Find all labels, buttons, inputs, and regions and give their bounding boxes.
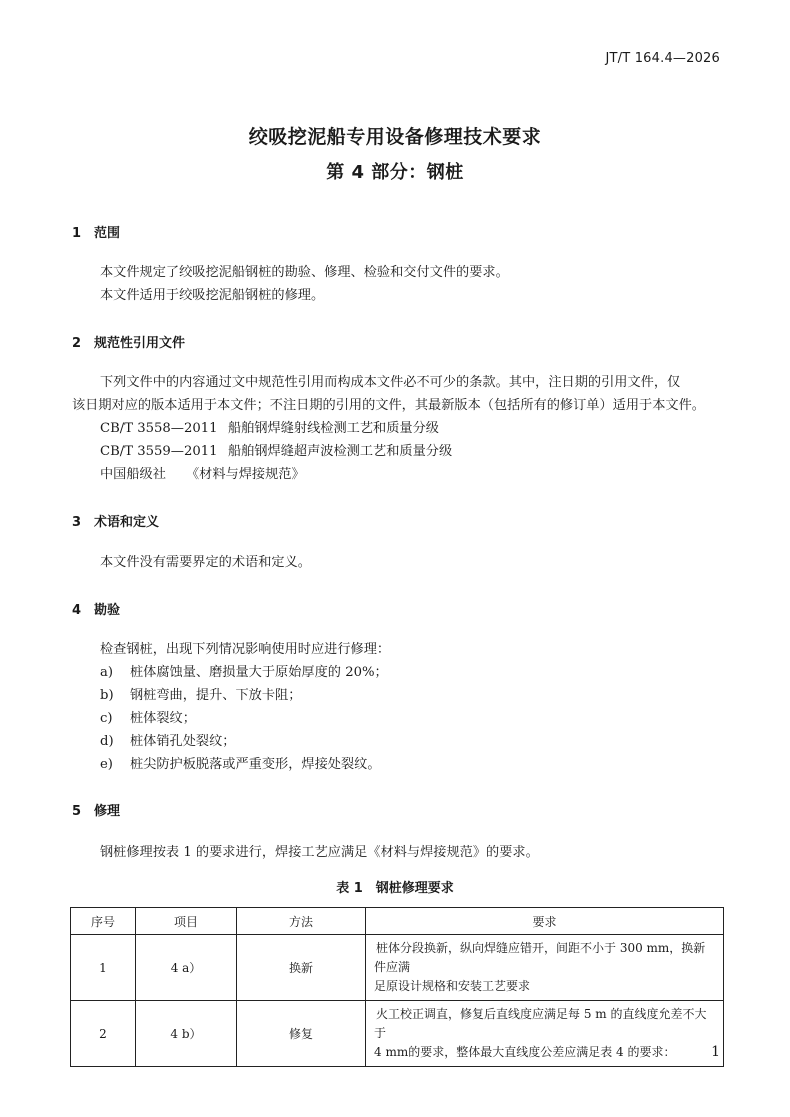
section-title: 范围: [94, 226, 121, 241]
section-heading-3: [72, 511, 159, 530]
reference-item: [100, 419, 439, 439]
requirement-line: 火工校正调直，修复后直线度应满足每 5 m 的直线度允差不大于: [374, 1007, 707, 1040]
column-header: 方法: [237, 908, 366, 935]
list-text: 桩体裂纹；: [130, 711, 196, 726]
section-title: 勘验: [94, 603, 121, 618]
cell-requirement: [366, 935, 724, 1001]
cell-no: 2: [71, 1001, 136, 1067]
list-item: [100, 755, 381, 775]
section-title: 规范性引用文件: [94, 336, 186, 351]
cell-requirement: [366, 1001, 724, 1067]
paragraph: 本文件没有需要界定的术语和定义。: [100, 555, 311, 570]
section-heading-4: [72, 599, 120, 618]
list-item: [100, 686, 301, 706]
column-header: 序号: [71, 908, 136, 935]
list-label: c): [100, 711, 113, 726]
table-row: [71, 935, 724, 1001]
reference-code: 中国船级社: [100, 467, 166, 482]
reference-name: 《材料与焊接规范》: [186, 467, 305, 482]
list-item: [100, 709, 196, 729]
cell-method: 换新: [237, 935, 366, 1001]
reference-item: [100, 465, 305, 485]
list-text: 桩体腐蚀量、磨损量大于原始厚度的 20%；: [130, 665, 388, 680]
list-label: d): [100, 734, 114, 749]
cell-method: 修复: [237, 1001, 366, 1067]
page-number: 1: [711, 1044, 720, 1060]
section-heading-2: [72, 332, 185, 351]
paragraph-line: 下列文件中的内容通过文中规范性引用而构成本文件必不可少的条款。其中，注日期的引用文件，仅: [100, 375, 681, 390]
column-header: 项目: [136, 908, 237, 935]
table-caption: 表 1 钢桩修理要求: [336, 881, 454, 896]
list-label: b): [100, 688, 114, 703]
requirement-line: 足原设计规格和安装工艺要求: [374, 979, 531, 993]
paragraph: 钢桩修理按表 1 的要求进行，焊接工艺应满足《材料与焊接规范》的要求。: [100, 845, 539, 860]
requirement-line: 桩体分段换新，纵向焊缝应错开，间距不小于 300 mm，换新件应满: [374, 941, 706, 974]
list-item: [100, 663, 388, 683]
reference-code: CB/T 3558—2011: [100, 421, 218, 436]
cell-no: 1: [71, 935, 136, 1001]
table-header-row: [71, 908, 724, 935]
reference-name: 船舶钢焊缝超声波检测工艺和质量分级: [228, 444, 453, 459]
document-title: 绞吸挖泥船专用设备修理技术要求: [248, 126, 542, 148]
section-title: 修理: [94, 804, 121, 819]
requirement-line: 4 mm的要求，整体最大直线度公差应满足表 4 的要求：: [374, 1045, 676, 1059]
repair-requirements-table: [70, 907, 724, 1067]
section-number: 3: [72, 515, 82, 530]
section-number: 4: [72, 603, 82, 618]
cell-item: 4 a）: [136, 935, 237, 1001]
column-header: 要求: [366, 908, 724, 935]
list-item: [100, 732, 236, 752]
paragraph: 本文件规定了绞吸挖泥船钢桩的勘验、修理、检验和交付文件的要求。: [100, 265, 509, 280]
reference-item: [100, 442, 452, 462]
section-title: 术语和定义: [94, 515, 160, 530]
section-heading-5: [72, 800, 120, 819]
reference-code: CB/T 3559—2011: [100, 444, 218, 459]
section-heading-1: [72, 222, 120, 241]
list-label: e): [100, 757, 113, 772]
table-row: [71, 1001, 724, 1067]
section-number: 2: [72, 336, 82, 351]
section-number: 1: [72, 226, 82, 241]
section-number: 5: [72, 804, 82, 819]
document-subtitle: 第 4 部分：钢桩: [326, 162, 464, 183]
paragraph-line: 该日期对应的版本适用于本文件；不注日期的引用的文件，其最新版本（包括所有的修订单）适用于本文件。: [72, 398, 705, 413]
list-text: 桩尖防护板脱落或严重变形，焊接处裂纹。: [130, 757, 381, 772]
paragraph: 检查钢桩，出现下列情况影响使用时应进行修理：: [100, 642, 391, 657]
cell-item: 4 b）: [136, 1001, 237, 1067]
list-text: 钢桩弯曲，提升、下放卡阻；: [130, 688, 302, 703]
paragraph: 本文件适用于绞吸挖泥船钢桩的修理。: [100, 288, 325, 303]
list-label: a): [100, 665, 114, 680]
list-text: 桩体销孔处裂纹；: [130, 734, 236, 749]
reference-name: 船舶钢焊缝射线检测工艺和质量分级: [228, 421, 439, 436]
standard-number: JT/T 164.4—2026: [605, 51, 720, 66]
